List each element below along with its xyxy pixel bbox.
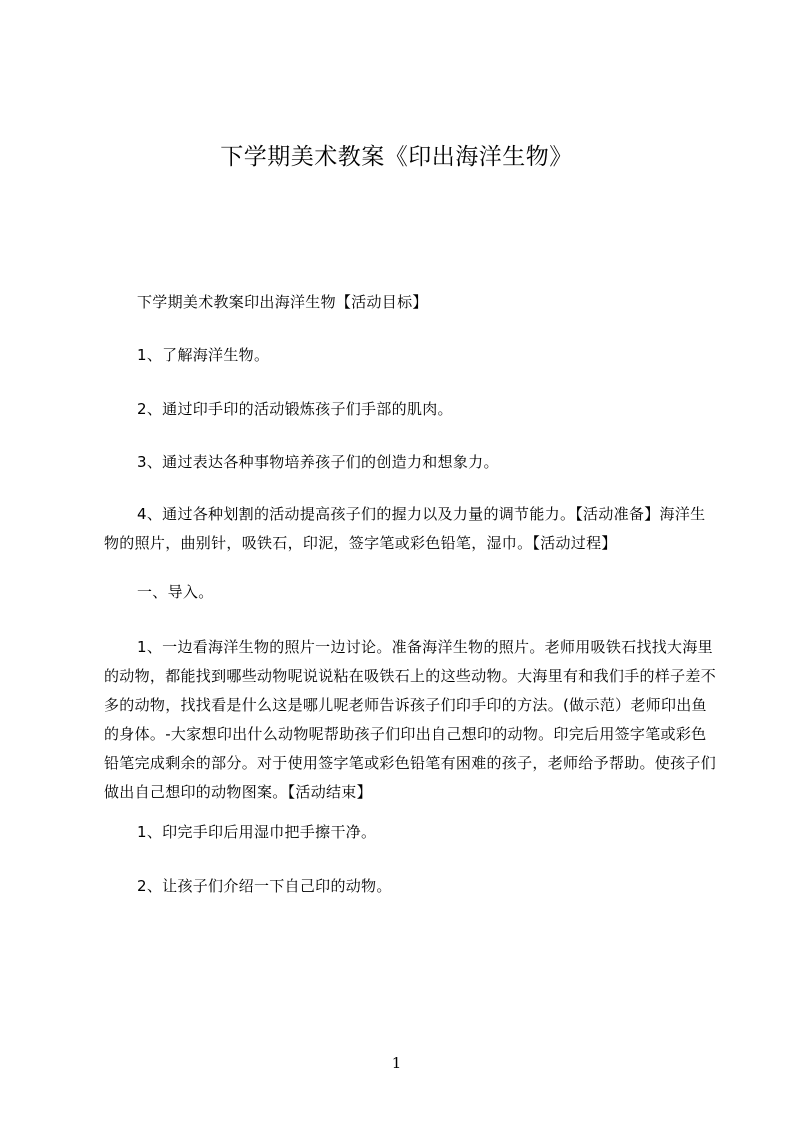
paragraph-end-2: 2、让孩子们介绍一下自己印的动物。: [137, 877, 392, 895]
paragraph-end-1: 1、印完手印后用湿巾把手擦干净。: [137, 823, 377, 841]
paragraph-goal-1: 1、了解海洋生物。: [137, 346, 270, 364]
paragraph-intro: 一、导入。: [137, 583, 214, 601]
paragraph-heading: 下学期美术教案印出海洋生物【活动目标】: [137, 293, 428, 311]
document-title: 下学期美术教案《印出海洋生物》: [220, 144, 573, 170]
paragraph-goal-2: 2、通过印手印的活动锻炼孩子们手部的肌肉。: [137, 400, 453, 418]
paragraph-process: 1、一边看海洋生物的照片一边讨论。准备海洋生物的照片。老师用吸铁石找找大海里的动物，都能找到哪些动物呢说说粘在吸铁石上的这些动物。大海里有和我们手的样子差不多的动物，找找看是什么这是哪儿呢老师告诉孩子们印手印的方法。(做示范）老师印出鱼的身体。-大家想印出什么动物呢帮助孩子们印出自己想印的动物。印完后用签字笔或彩色铅笔完成剩余的部分。对于使用签字笔或彩色铅笔有困难的孩子，老师给予帮助。使孩子们做出自己想印的动物图案。【活动结束】: [104, 638, 717, 801]
paragraph-goal-3: 3、通过表达各种事物培养孩子们的创造力和想象力。: [137, 453, 499, 471]
paragraph-goal-4: 4、通过各种划割的活动提高孩子们的握力以及力量的调节能力。【活动准备】海洋生物的照片，曲别针，吸铁石，印泥，签字笔或彩色铅笔，湿巾。【活动过程】: [104, 505, 706, 552]
page-number: 1: [391, 1054, 402, 1072]
